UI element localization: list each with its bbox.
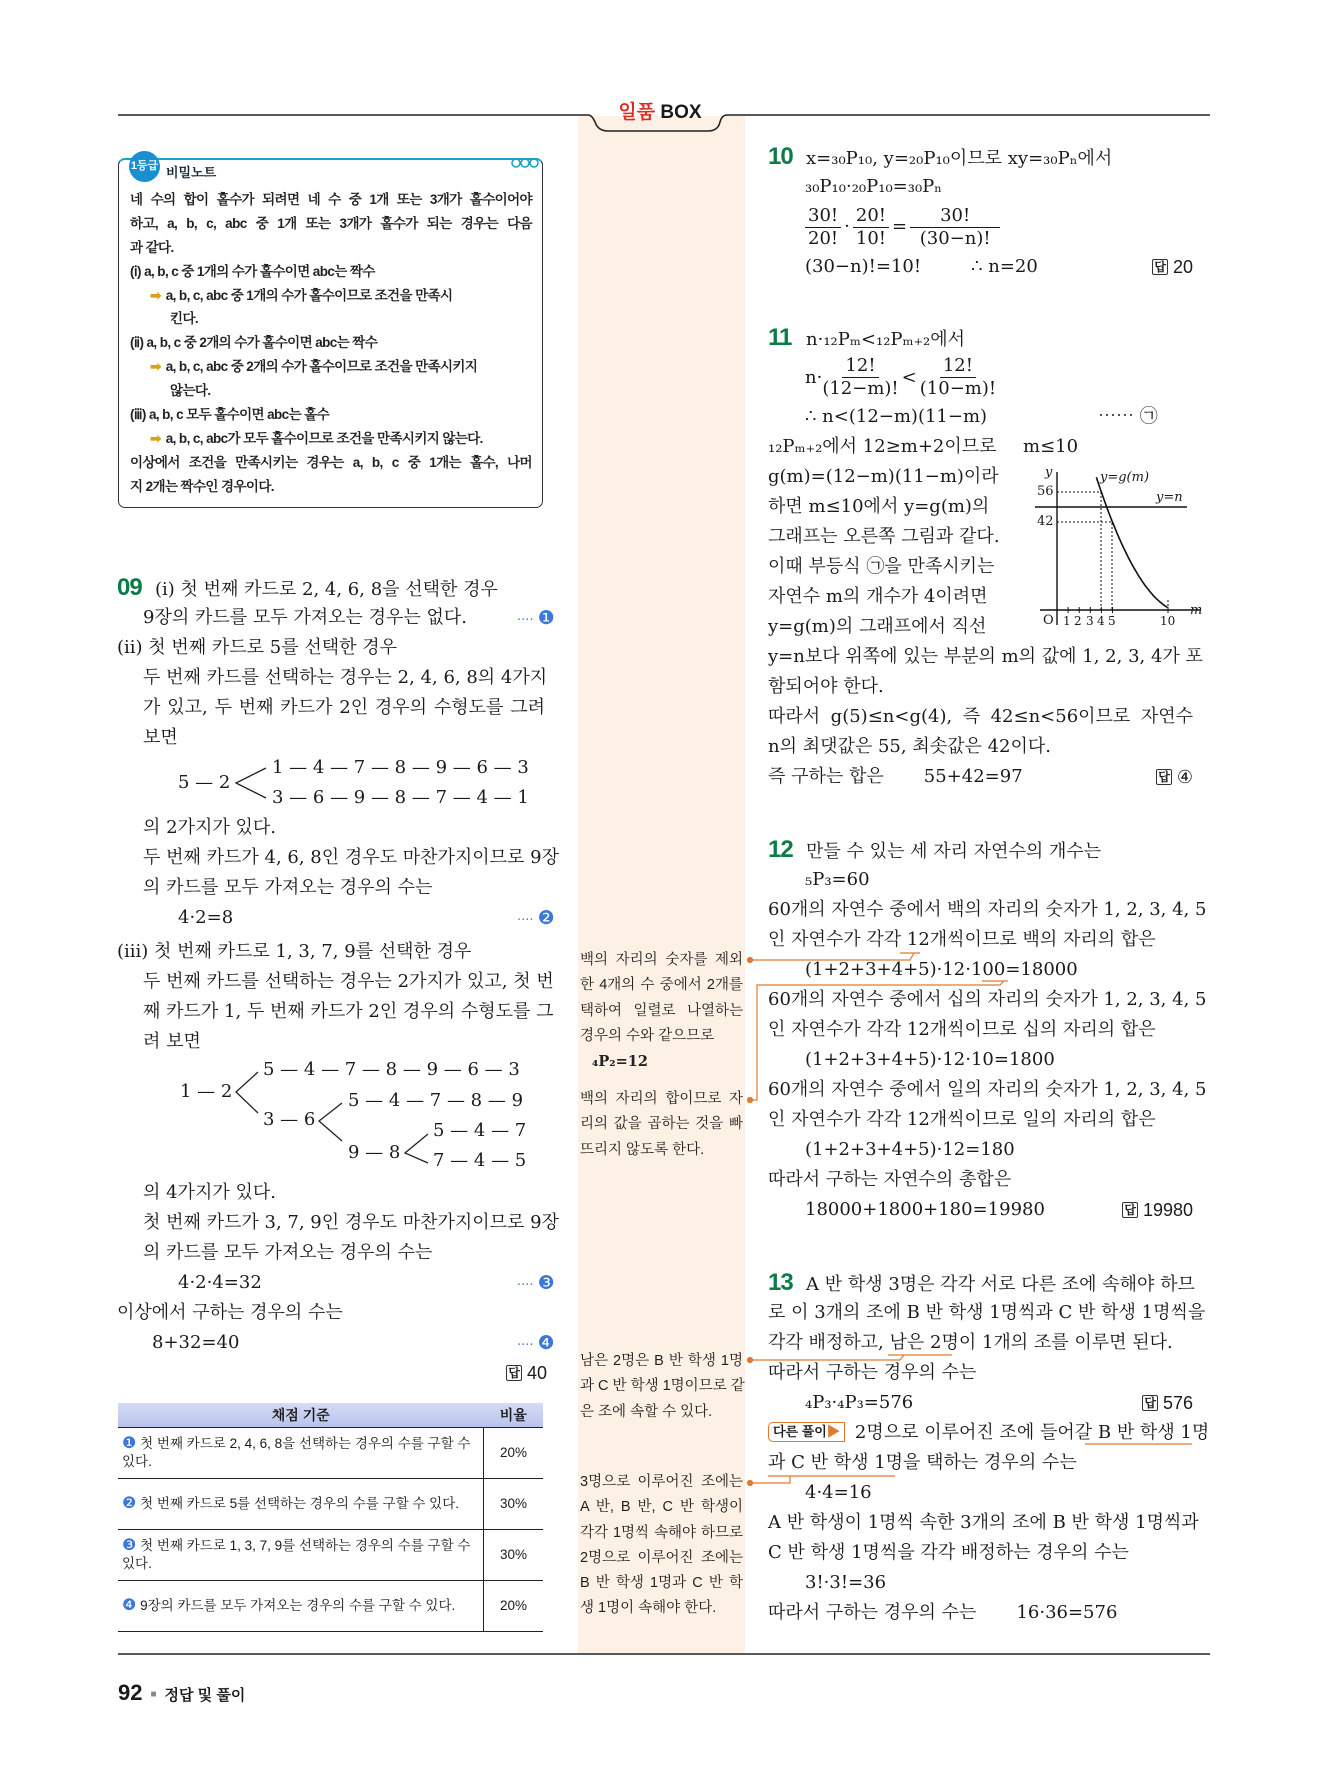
solution-line: g(m)=(12−m)(11−m)이라 bbox=[768, 466, 999, 487]
sidenote-line: A 반, B 반, C 반 학생이 bbox=[580, 1499, 743, 1516]
step-3-icon: ❸ bbox=[122, 1537, 137, 1554]
operator: = bbox=[892, 216, 908, 237]
answer-value: 40 bbox=[526, 1363, 547, 1383]
note-line: 이상에서 조건을 만족시키는 경우는 a, b, c 중 1개는 홀수, 나머 bbox=[130, 454, 532, 470]
solution-line bbox=[768, 1598, 1193, 1628]
note-line bbox=[130, 427, 532, 451]
solution-line bbox=[768, 252, 1193, 282]
sidenote-line: 2명으로 이루어진 조에는 bbox=[580, 1549, 743, 1566]
problem-number: 13 bbox=[768, 1269, 793, 1296]
solution-line: 의 카드를 모두 가져오는 경우의 수는 bbox=[143, 1242, 433, 1263]
step-4-icon: ❹ bbox=[537, 1332, 555, 1354]
solution-line: ₅P₃=60 bbox=[805, 869, 870, 890]
tree-node: 5 — 2 bbox=[178, 772, 231, 793]
step-1-icon: ❶ bbox=[122, 1435, 137, 1452]
solution-line: (1+2+3+4+5)·12=180 bbox=[805, 1139, 1015, 1160]
equation: 55+42=97 bbox=[923, 766, 1023, 787]
sidenote-line: B 반 학생 1명과 C 반 학 bbox=[580, 1575, 743, 1592]
solution-line: 두 번째 카드를 선택하는 경우는 2가지가 있고, 첫 번 bbox=[143, 971, 554, 992]
equation: 18000+1800+180=19980 bbox=[805, 1199, 1045, 1220]
solution-line bbox=[768, 835, 1193, 865]
line-text: A 반 학생 3명은 각각 서로 다른 조에 속해야 하므 bbox=[806, 1274, 1195, 1295]
solution-line bbox=[768, 402, 1193, 432]
solution-line: 째 카드가 1, 두 번째 카드가 2인 경우의 수형도를 그 bbox=[143, 1001, 554, 1022]
step-3-icon: ❸ bbox=[537, 1272, 555, 1294]
line-text: 2명으로 이루어진 조에 들어갈 B 반 학생 1명 bbox=[854, 1422, 1210, 1443]
marker-dots: ···· bbox=[517, 1278, 534, 1293]
solution-line bbox=[768, 432, 1193, 462]
denominator: (10−m)! bbox=[919, 378, 997, 399]
sidenote-line: 각각 1명씩 속해야 하므로 bbox=[580, 1524, 743, 1541]
solution-line: (ⅱ) 첫 번째 카드로 5를 선택한 경우 bbox=[117, 637, 397, 658]
note-line: 킨다. bbox=[170, 311, 199, 327]
solution-line: 의 4가지가 있다. bbox=[143, 1182, 276, 1203]
solution-line: C 반 학생 1명씩을 각각 배정하는 경우의 수는 bbox=[768, 1542, 1129, 1563]
solution-line: 인 자연수가 각각 12개씩이므로 백의 자리의 합은 bbox=[768, 929, 1156, 950]
solution-line: 60개의 자연수 중에서 십의 자리의 숫자가 1, 2, 3, 4, 5 bbox=[768, 989, 1207, 1010]
solution-line: 따라서 구하는 자연수의 총합은 bbox=[768, 1169, 1012, 1190]
equation: ∴ n<(12−m)(11−m) bbox=[805, 406, 988, 427]
arrow-icon: ➡ bbox=[150, 359, 161, 375]
operator: · bbox=[844, 216, 850, 237]
criterion-text: 첫 번째 카드로 5를 선택하는 경우의 수를 구할 수 있다. bbox=[140, 1496, 459, 1511]
sidenote-line: 백의 자리의 숫자를 제외 bbox=[580, 952, 743, 968]
ratio-cell: 20% bbox=[484, 1428, 544, 1479]
operator: < bbox=[901, 366, 917, 388]
solution-line: 60개의 자연수 중에서 일의 자리의 숫자가 1, 2, 3, 4, 5 bbox=[768, 1079, 1207, 1100]
page-number: 92 bbox=[118, 1680, 143, 1705]
secret-note-body bbox=[130, 188, 532, 499]
solution-11 bbox=[768, 323, 1203, 792]
answer-icon: 답 bbox=[1124, 1203, 1136, 1217]
line-text: ₁₂Pₘ₊₂에서 12≥m+2이므로 bbox=[768, 436, 997, 457]
ratio-cell: 30% bbox=[484, 1530, 544, 1581]
table-row bbox=[118, 1479, 543, 1530]
solution-line: 4·4=16 bbox=[805, 1482, 872, 1503]
numerator: 30! bbox=[910, 205, 1000, 228]
answer bbox=[1156, 762, 1193, 792]
badge-label: 다른 풀이 bbox=[773, 1424, 827, 1439]
solution-line: 이때 부등식 ㉠을 만족시키는 bbox=[768, 556, 995, 577]
line-text: x=₃₀P₁₀, y=₂₀P₁₀이므로 xy=₃₀Pₙ에서 bbox=[806, 148, 1113, 169]
numerator: 12! bbox=[940, 355, 976, 378]
solution-line: (ⅲ) 첫 번째 카드로 1, 3, 7, 9를 선택한 경우 bbox=[117, 941, 472, 962]
step-1-icon: ❶ bbox=[537, 607, 555, 629]
denominator: (12−m)! bbox=[822, 378, 899, 399]
tree-node: 5 — 4 — 7 — 8 — 9 — 6 — 3 bbox=[263, 1059, 520, 1080]
square-bullet-icon: ■ bbox=[150, 1689, 157, 1700]
graph-x-label: m bbox=[1190, 603, 1203, 618]
fraction bbox=[822, 355, 898, 400]
step-4-icon: ❹ bbox=[122, 1597, 137, 1614]
answer bbox=[1152, 252, 1193, 282]
answer-value: ④ bbox=[1176, 767, 1193, 787]
answer-value: 20 bbox=[1172, 257, 1193, 277]
solution-line bbox=[117, 903, 555, 933]
note-line: 과 같다. bbox=[130, 239, 174, 255]
solution-line: 첫 번째 카드가 3, 7, 9인 경우도 마찬가지이므로 9장 bbox=[143, 1212, 560, 1233]
tree-diagram-2 bbox=[117, 1057, 547, 1178]
fraction bbox=[853, 205, 889, 250]
solution-line bbox=[768, 142, 1193, 172]
answer-icon: 답 bbox=[1158, 770, 1170, 784]
solution-13 bbox=[768, 1268, 1210, 1628]
tab-label: BOX bbox=[660, 102, 702, 123]
sidenote-line: 리의 값을 곱하는 것을 빠 bbox=[580, 1116, 743, 1133]
solution-line: 인 자연수가 각각 12개씩이므로 십의 자리의 합은 bbox=[768, 1019, 1156, 1040]
table-row bbox=[118, 1530, 543, 1581]
criterion-cell bbox=[118, 1530, 484, 1581]
solution-line bbox=[768, 1388, 1193, 1418]
equation: ∴ n=20 bbox=[971, 256, 1038, 277]
scoring-table bbox=[118, 1403, 543, 1632]
graph-x-tick: 1 bbox=[1063, 614, 1071, 628]
sidenote-line: 백의 자리의 합이므로 자 bbox=[580, 1091, 743, 1107]
graph-x-tick: 3 bbox=[1086, 614, 1094, 628]
fraction-equation bbox=[768, 202, 1193, 252]
solution-line bbox=[768, 1195, 1193, 1225]
graph-origin-label: O bbox=[1043, 613, 1054, 628]
note-line bbox=[130, 284, 532, 308]
secret-note-title: 비밀노트 bbox=[166, 165, 217, 180]
sidenote-equation: ₄P₂=12 bbox=[592, 1053, 648, 1071]
reference-mark: ⋯⋯ ㉠ bbox=[1098, 406, 1158, 427]
section-tab-ilpum-box bbox=[605, 97, 715, 124]
solution-line: (1+2+3+4+5)·12·100=18000 bbox=[805, 959, 1078, 980]
solution-line: 따라서 g(5)≤n<g(4), 즉 42≤n<56이므로 자연수 bbox=[768, 706, 1193, 727]
column-header: 채점 기준 bbox=[118, 1403, 484, 1428]
sidenote-line: 생 1명이 속해야 한다. bbox=[580, 1600, 717, 1617]
problem-number: 11 bbox=[768, 324, 792, 351]
equation: 4·2·4=32 bbox=[178, 1272, 262, 1293]
note-line: (ⅲ) a, b, c 모두 홀수이면 abc는 홀수 bbox=[130, 407, 330, 423]
table-row bbox=[118, 1428, 543, 1479]
answer-icon: 답 bbox=[1154, 260, 1166, 274]
graph-y-tick: 42 bbox=[1037, 514, 1054, 529]
step-marker-3 bbox=[517, 1268, 555, 1301]
play-arrow-icon: ▶ bbox=[826, 1424, 840, 1439]
arrow-icon: ➡ bbox=[150, 430, 161, 446]
line-text: 만들 수 있는 세 자리 자연수의 개수는 bbox=[806, 841, 1102, 862]
solution-line: 함되어야 한다. bbox=[768, 676, 884, 697]
solution-line bbox=[117, 1268, 555, 1298]
solution-line: 려 보면 bbox=[143, 1031, 201, 1052]
solution-line: 가 있고, 두 번째 카드가 2인 경우의 수형도를 그려 bbox=[143, 697, 545, 718]
tree-node: 5 — 4 — 7 — 8 — 9 bbox=[348, 1090, 524, 1111]
answer-icon: 답 bbox=[1144, 1396, 1156, 1410]
sidenote-line: 과 C 반 학생 1명이므로 같 bbox=[580, 1378, 745, 1395]
answer-value: 576 bbox=[1162, 1393, 1193, 1413]
answer bbox=[1142, 1388, 1193, 1418]
note-line: 지 2개는 짝수인 경우이다. bbox=[130, 478, 274, 494]
operator: n· bbox=[805, 366, 823, 388]
solution-line: A 반 학생이 1명씩 속한 3개의 조에 B 반 학생 1명씩과 bbox=[768, 1512, 1199, 1533]
tree-node: 1 — 2 bbox=[180, 1081, 233, 1102]
solution-line: y=n보다 위쪽에 있는 부분의 m의 값에 1, 2, 3, 4가 포 bbox=[768, 646, 1203, 667]
tree-node: 3 — 6 — 9 — 8 — 7 — 4 — 1 bbox=[272, 787, 529, 808]
solution-line: 자연수 m의 개수가 4이려면 bbox=[768, 586, 988, 607]
answer bbox=[506, 1358, 547, 1388]
equation: m≤10 bbox=[1023, 436, 1079, 457]
solution-line: (1+2+3+4+5)·12·10=1800 bbox=[805, 1049, 1055, 1070]
solution-line: 이상에서 구하는 경우의 수는 bbox=[117, 1302, 343, 1323]
line-text: 즉 구하는 합은 bbox=[768, 766, 884, 787]
solution-line: 따라서 구하는 경우의 수는 bbox=[768, 1362, 977, 1383]
sidenote-1 bbox=[580, 948, 743, 1074]
criterion-text: 첫 번째 카드로 1, 3, 7, 9를 선택하는 경우의 수를 구할 수 있다. bbox=[122, 1538, 471, 1571]
other-solution-badge bbox=[768, 1422, 845, 1442]
solution-line: ₃₀P₁₀·₂₀P₁₀=₃₀Pₙ bbox=[805, 176, 943, 197]
line-text: n·₁₂Pₘ<₁₂Pₘ₊₂에서 bbox=[806, 329, 966, 350]
note-text: a, b, c, abc가 모두 홀수이므로 조건을 만족시키지 않는다. bbox=[165, 430, 483, 446]
tree-node: 5 — 4 — 7 bbox=[433, 1120, 527, 1141]
solution-line bbox=[768, 1418, 1210, 1448]
marker-dots: ···· bbox=[517, 913, 534, 928]
ratio-cell: 30% bbox=[484, 1479, 544, 1530]
graph-curve-label: y=g(m) bbox=[1100, 470, 1150, 485]
solution-line: 로 이 3개의 조에 B 반 학생 1명씩과 C 반 학생 1명씩을 bbox=[768, 1302, 1206, 1323]
marker-dots: ···· bbox=[517, 613, 534, 628]
solution-line bbox=[117, 603, 555, 633]
tab-accent: 일품 bbox=[618, 102, 656, 123]
marker-dots: ···· bbox=[517, 1338, 534, 1353]
solution-line: 과 C 반 학생 1명을 택하는 경우의 수는 bbox=[768, 1452, 1077, 1473]
sidenote-line: 은 조에 속할 수 있다. bbox=[580, 1403, 713, 1420]
equation: 16·36=576 bbox=[1016, 1602, 1118, 1623]
sidenote-3 bbox=[580, 1349, 743, 1425]
note-text: a, b, c, abc 중 1개의 수가 홀수이므로 조건을 만족시 bbox=[165, 287, 453, 303]
line-text: 따라서 구하는 경우의 수는 bbox=[768, 1602, 977, 1623]
sidenote-2 bbox=[580, 1087, 743, 1163]
graph-y-label: y bbox=[1045, 465, 1053, 480]
solution-line: 의 카드를 모두 가져오는 경우의 수는 bbox=[143, 877, 433, 898]
criterion-cell bbox=[118, 1479, 484, 1530]
page-footer bbox=[118, 1680, 245, 1706]
denominator: 10! bbox=[855, 227, 887, 249]
criterion-cell bbox=[118, 1581, 484, 1632]
solution-line: 의 2가지가 있다. bbox=[143, 817, 276, 838]
numerator: 20! bbox=[853, 205, 889, 228]
solution-12 bbox=[768, 835, 1207, 1225]
footer-title: 정답 및 풀이 bbox=[164, 1687, 246, 1704]
graph-line-label: y=n bbox=[1156, 490, 1183, 505]
solution-line: n의 최댓값은 55, 최솟값은 42이다. bbox=[768, 736, 1051, 757]
answer-value: 19980 bbox=[1142, 1200, 1193, 1220]
solution-line: 인 자연수가 각각 12개씩이므로 일의 자리의 합은 bbox=[768, 1109, 1156, 1130]
sidenote-line: 경우의 수와 같으므로 bbox=[580, 1027, 715, 1044]
arrow-icon: ➡ bbox=[150, 287, 161, 303]
step-2-icon: ❷ bbox=[122, 1495, 137, 1512]
line-text: (ⅰ) 첫 번째 카드로 2, 4, 6, 8을 선택한 경우 bbox=[155, 579, 498, 600]
solution-line: y=g(m)의 그래프에서 직선 bbox=[768, 616, 987, 637]
solution-line bbox=[117, 573, 547, 603]
denominator: (30−n)! bbox=[919, 227, 991, 249]
criterion-text: 9장의 카드를 모두 가져오는 경우의 수를 구할 수 있다. bbox=[140, 1598, 456, 1613]
step-2-icon: ❷ bbox=[537, 907, 555, 929]
solution-line: 두 번째 카드가 4, 6, 8인 경우도 마찬가지이므로 9장 bbox=[143, 847, 560, 868]
fraction bbox=[805, 205, 841, 250]
graph-x-tick: 5 bbox=[1108, 614, 1116, 628]
grade-badge: 1등급 bbox=[129, 151, 160, 182]
equation: (30−n)!=10! bbox=[805, 256, 922, 277]
step-marker-2 bbox=[517, 903, 555, 936]
tree-node: 9 — 8 bbox=[348, 1142, 401, 1163]
criterion-cell bbox=[118, 1428, 484, 1479]
solution-line: 두 번째 카드를 선택하는 경우는 2, 4, 6, 8의 4가지 bbox=[143, 667, 548, 688]
tree-node: 3 — 6 bbox=[263, 1109, 316, 1130]
sidenote-line: 남은 2명은 B 반 학생 1명 bbox=[580, 1353, 743, 1369]
numerator: 30! bbox=[805, 205, 841, 228]
column-header: 비율 bbox=[484, 1403, 544, 1428]
tree-diagram-1 bbox=[117, 753, 547, 813]
note-line: 하고, a, b, c, abc 중 1개 또는 3개가 홀수가 되는 경우는 다음 bbox=[130, 215, 532, 231]
table-row bbox=[118, 1581, 543, 1632]
denominator: 20! bbox=[808, 227, 839, 249]
solution-line: 보면 bbox=[143, 727, 178, 748]
tree-node: 7 — 4 — 5 bbox=[433, 1150, 527, 1171]
note-line: (ⅰ) a, b, c 중 1개의 수가 홀수이면 abc는 짝수 bbox=[130, 263, 375, 279]
note-line: 네 수의 합이 홀수가 되려면 네 수 중 1개 또는 3개가 홀수이어야 bbox=[130, 192, 532, 207]
equation: 4·2=8 bbox=[178, 907, 234, 928]
graph-x-tick: 4 bbox=[1097, 614, 1105, 628]
solution-09 bbox=[117, 573, 560, 1388]
ratio-cell: 20% bbox=[484, 1581, 544, 1632]
sidenote-line: 택하여 일렬로 나열하는 bbox=[580, 1002, 743, 1019]
equation: 8+32=40 bbox=[152, 1332, 240, 1353]
solution-10 bbox=[768, 142, 1193, 282]
problem-number: 10 bbox=[768, 143, 793, 170]
answer-line bbox=[117, 1358, 547, 1388]
sidenote-line: 한 4개의 수 중에서 2개를 bbox=[580, 977, 743, 994]
note-line bbox=[130, 355, 532, 379]
note-line: (ⅱ) a, b, c 중 2개의 수가 홀수이면 abc는 짝수 bbox=[130, 335, 378, 351]
solution-line: 각각 배정하고, 남은 2명이 1개의 조를 이루면 된다. bbox=[768, 1332, 1173, 1353]
solution-line bbox=[768, 323, 1193, 353]
graph-y-tick: 56 bbox=[1037, 484, 1054, 499]
step-marker-1 bbox=[517, 603, 555, 636]
solution-line: 3!·3!=36 bbox=[805, 1572, 887, 1593]
solution-line bbox=[117, 1328, 555, 1358]
fraction bbox=[910, 205, 1000, 250]
problem-number: 12 bbox=[768, 836, 793, 863]
solution-line: 60개의 자연수 중에서 백의 자리의 숫자가 1, 2, 3, 4, 5 bbox=[768, 899, 1207, 920]
solution-line: 그래프는 오른쪽 그림과 같다. bbox=[768, 526, 1000, 547]
note-text: a, b, c, abc 중 2개의 수가 홀수이므로 조건을 만족시키지 bbox=[165, 359, 478, 375]
step-marker-4 bbox=[517, 1328, 555, 1361]
line-text: 9장의 카드를 모두 가져오는 경우는 없다. bbox=[143, 607, 467, 628]
solution-line bbox=[768, 1268, 1193, 1298]
numerator: 12! bbox=[842, 355, 878, 378]
table-header-row bbox=[118, 1403, 543, 1428]
solution-line bbox=[768, 762, 1193, 792]
sidenote-line: 3명으로 이루어진 조에는 bbox=[580, 1474, 743, 1490]
graph-x-tick: 10 bbox=[1160, 614, 1176, 628]
criterion-text: 첫 번째 카드로 2, 4, 6, 8을 선택하는 경우의 수를 구할 수 있다. bbox=[122, 1436, 471, 1469]
graph-x-tick: 2 bbox=[1074, 614, 1082, 628]
answer bbox=[1122, 1195, 1193, 1225]
fraction-inequality bbox=[768, 353, 1193, 402]
tree-node: 1 — 4 — 7 — 8 — 9 — 6 — 3 bbox=[272, 757, 529, 778]
problem-number: 09 bbox=[117, 574, 142, 601]
answer-icon: 답 bbox=[508, 1366, 520, 1380]
note-line: 않는다. bbox=[170, 383, 211, 399]
solution-line: 하면 m≤10에서 y=g(m)의 bbox=[768, 496, 990, 517]
sidenote-line: 뜨리지 않도록 한다. bbox=[580, 1141, 705, 1158]
fraction bbox=[920, 355, 996, 400]
equation: ₄P₃·₄P₃=576 bbox=[805, 1392, 914, 1413]
sidenote-4 bbox=[580, 1470, 743, 1622]
